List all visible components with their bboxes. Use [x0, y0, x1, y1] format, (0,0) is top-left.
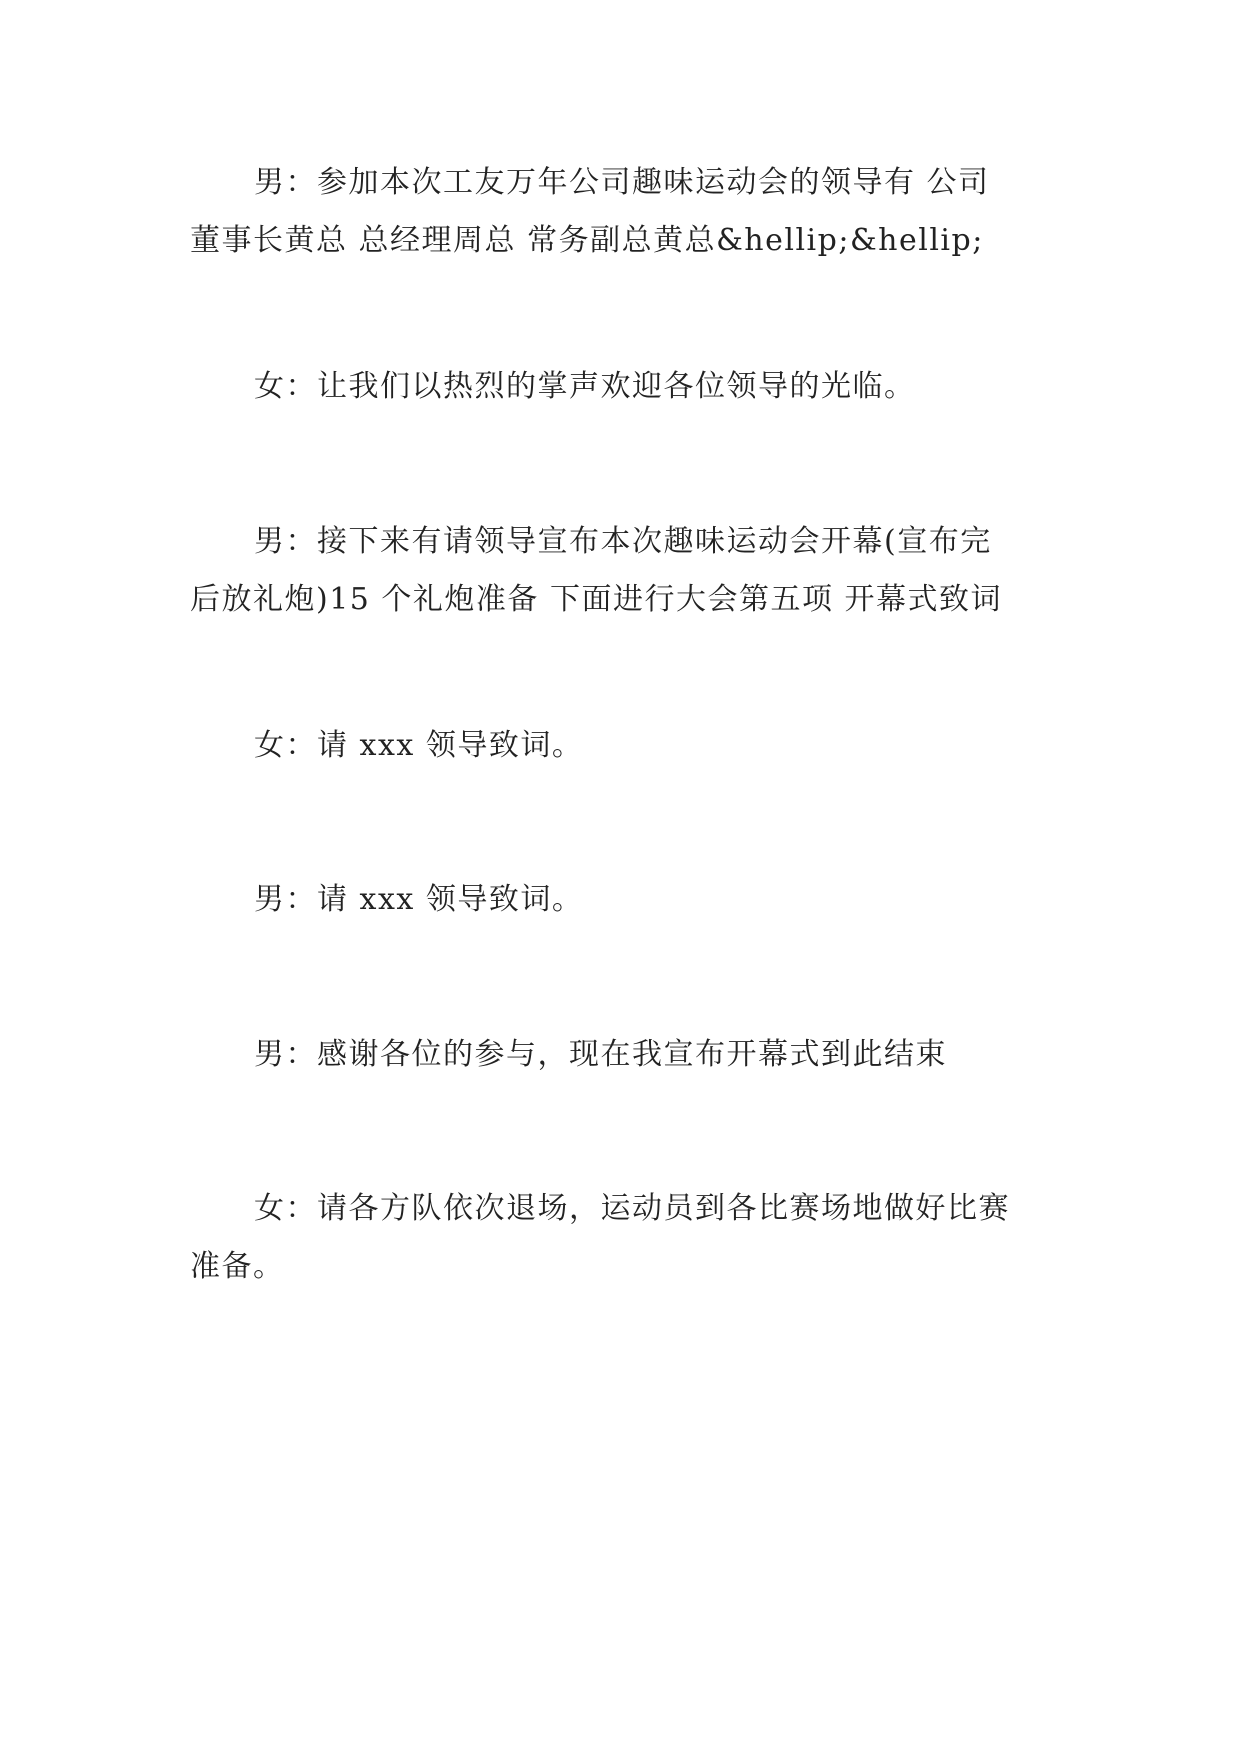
text-line: 男：参加本次工友万年公司趣味运动会的领导有 公司 — [254, 165, 990, 200]
text-line: 男：接下来有请领导宣布本次趣味运动会开幕(宣布完 — [254, 524, 992, 559]
paragraph-leaders-intro — [190, 154, 1052, 270]
text-line: 后放礼炮)15 个礼炮准备 下面进行大会第五项 开幕式致词 — [190, 582, 1002, 617]
paragraph-speech-invite-female — [190, 717, 1052, 775]
paragraph-teams-exit — [190, 1180, 1052, 1296]
text-line: 董事长黄总 总经理周总 常务副总黄总&hellip;&hellip; — [190, 223, 984, 258]
paragraph-welcome-applause — [190, 358, 1052, 416]
text-line: 女：让我们以热烈的掌声欢迎各位领导的光临。 — [254, 369, 916, 404]
paragraph-speech-invite-male — [190, 871, 1052, 929]
text-line: 男：请 xxx 领导致词。 — [254, 882, 584, 917]
text-line: 女：请 xxx 领导致词。 — [254, 728, 584, 763]
text-line: 男：感谢各位的参与，现在我宣布开幕式到此结束 — [254, 1037, 947, 1072]
text-line: 准备。 — [190, 1249, 285, 1284]
paragraph-opening-announcement — [190, 513, 1052, 629]
paragraph-closing-declaration — [190, 1026, 1052, 1084]
text-line: 女：请各方队依次退场，运动员到各比赛场地做好比赛 — [254, 1191, 1010, 1226]
